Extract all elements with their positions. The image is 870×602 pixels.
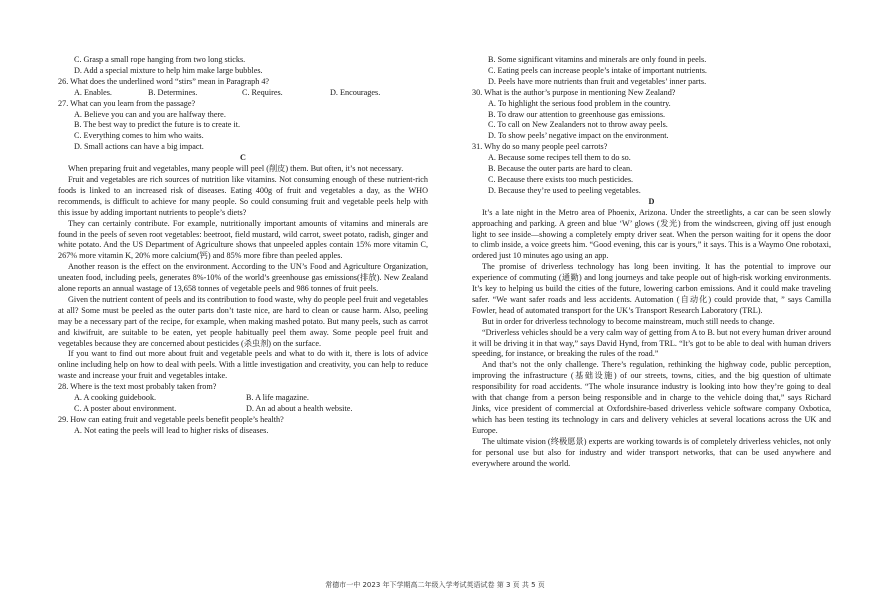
option-text: D. Peels have more nutrients than fruit and vegetables’ inner parts. [488,76,707,86]
passage-paragraph: And that’s not the only challenge. There’s regulation, rethinking the highway code, public perception, improving the infrastructure (基础设施) of our streets, towns, cities, and the big question of ultimate responsibility for road accidents. “The whole insurance industry is looking into how they’re going to deal with that change from a person being responsible and in charge to the vehicle doing that,” says Richard Jinks, vice president of commercial at Oxfordshire-based driverless vehicle software company Oxbotica, which has been testing its technology in cars and delivery vehicles at several locations across the UK and Europe. [472,360,831,435]
option-text: A. Enables. [74,87,112,97]
question-28-options-row [74,404,428,415]
passage-paragraph: “Driverless vehicles should be a very calm way of getting from A to B. but not every human driver around it will be driving it in that way,” says David Hynd, from TRL. “It’s got to be able to deal with human drivers speeding, for instance, or breaking the rules of the road.” [472,327,831,359]
option-text: D. Small actions can have a big impact. [74,142,204,152]
right-column [472,55,831,469]
passage-paragraph: Fruit and vegetables are rich sources of nutrition like vitamins. Not consuming enough of these nutrient-rich foods is linked to an increased risk of diseases. Eating 400g of fruit and vegetables a day, as the WHO recommends, is difficult to achieve for many people. So could consuming fruit and vegetable peels help with this issue by adding important nutrients to people’s diets? [58,174,428,217]
passage-paragraph: It’s a late night in the Metro area of Phoenix, Arizona. Under the streetlights, a car can be seen slowly approaching and parking. A green and blue ‘W’ glows (发光) from the windscreen, giving off just enough light to see inside—showing a completely empty driver seat. When the person waiting for it opens the door to climb inside, a voice greets him. “Good evening, this car is yours,” it says. This is a Waymo One robotaxi, ordered just 10 minutes ago using an app. [472,207,831,261]
option-text: A. To highlight the serious food problem in the country. [488,98,671,108]
passage-paragraph: The ultimate vision (终极愿景) experts are working towards is of completely driverless vehicles, not only for personal use but also for industry and wider transport networks, that can be used anywhere and everywhere around the world. [472,436,831,468]
question-26-options [74,88,428,99]
question-31: 31. Why do so many people peel carrots? [472,142,608,152]
passage-paragraph: The promise of driverless technology has long been inviting. It has the potential to improve our experience of commuting (通勤) and long journeys and take people out of high-risk working environments. It’s key to helping us build the cities of the future, lowering carbon emissions. And it could make traveling safer. “We want safer roads and less accidents. Automation (自动化) could provide that, ” says Camilla Fowler, head of automated transport for the UK’s Transport Research Laboratory (TRL). [472,262,831,315]
option-text: B. Determines. [148,87,198,97]
passage-paragraph: They can certainly contribute. For example, nutritionally important amounts of vitamins and minerals are found in the peels of seven root vegetables: beetroot, field mustard, wild carrot, sweet potato, radish, ginger and white potato. And the US Department of Agriculture shows that unpeeled apples contain 15% more vitamin C, 267% more vitamin K, 20% more calcium(钙) and 85% more fibre than peeled apples. [58,218,428,261]
page-footer: 常德市一中 2023 年下学期高二年级入学考试英语试卷 第 3 页 共 5 页 [325,581,545,589]
option-text: C. A poster about environment. [74,404,177,413]
question-30: 30. What is the author’s purpose in mentioning New Zealand? [472,87,676,97]
passage-paragraph: Given the nutrient content of peels and its contribution to food waste, why do people peel fruit and vegetables at all? Some must be peeled as the outer parts don’t taste nice, are hard to clean or cause harm. Also, peeling may be a necessary part of the recipe, for example, when making mashed potato. But many peels, such as carrot and kiwifruit, are suitable to be eaten, yet people habitually peel them away. Some people peel fruit and vegetables because they are concerned about pesticides (杀虫剂) on the surface. [58,294,428,348]
option-text: B. Because the outer parts are hard to clean. [488,164,633,174]
left-column [58,55,428,437]
option-text: D. To show peels’ negative impact on the environment. [488,131,669,141]
option-text: B. A life magazine. [246,393,309,403]
option-text: C. Everything comes to him who waits. [74,131,204,141]
question-26: 26. What does the underlined word “stirs” mean in Paragraph 4? [58,76,270,86]
option-text: C. Requires. [242,87,283,97]
option-text: B. To draw our attention to greenhouse gas emissions. [488,109,666,119]
passage-paragraph: When preparing fruit and vegetables, many people will peel (削皮) them. But often, it’s not necessary. [68,164,404,174]
option-text: C. Because there exists too much pesticides. [488,174,634,184]
option-text: D. An ad about a health website. [246,404,353,413]
section-heading-d: D [648,196,655,206]
option-text: B. Some significant vitamins and minerals are only found in peels. [488,55,707,64]
passage-paragraph: If you want to find out more about fruit and vegetable peels and what to do with it, there is lots of advice online including help on how to deal with peels. With a little investigation and creativity, you can help to reduce waste and increase your fruit and vegetables intake. [58,349,428,381]
option-text: C. Grasp a small rope hanging from two long sticks. [74,55,246,64]
passage-paragraph: Another reason is the effect on the environment. According to the UN’s Food and Agriculture Organization, uneaten food, including peels, generates 8%-10% of the world’s greenhouse gas emissions(排放). New Zealand alone reports an annual wastage of 13,658 tonnes of vegetable peels and 986 tonnes of fruit peels. [58,262,428,294]
question-28-options-row [74,393,428,404]
option-text: D. Because they’re used to peeling vegetables. [488,185,641,195]
option-text: C. To call on New Zealanders not to throw away peels. [488,120,668,130]
passage-paragraph: But in order for driverless technology to become mainstream, much still needs to change. [482,316,775,326]
option-text: A. Not eating the peels will lead to higher risks of diseases. [74,425,269,435]
option-text: A. Because some recipes tell them to do so. [488,153,631,163]
option-text: D. Encourages. [330,87,381,97]
section-heading-c: C [240,153,246,163]
question-29: 29. How can eating fruit and vegetable peels benefit people’s health? [58,414,284,424]
option-text: C. Eating peels can increase people’s intake of important nutrients. [488,65,707,75]
option-text: D. Add a special mixture to help him make large bubbles. [74,65,263,75]
question-28: 28. Where is the text most probably taken from? [58,382,217,392]
option-text: A. A cooking guidebook. [74,393,157,403]
option-text: A. Believe you can and you are halfway there. [74,109,226,119]
question-27: 27. What can you learn from the passage? [58,98,196,108]
option-text: B. The best way to predict the future is to create it. [74,120,241,130]
